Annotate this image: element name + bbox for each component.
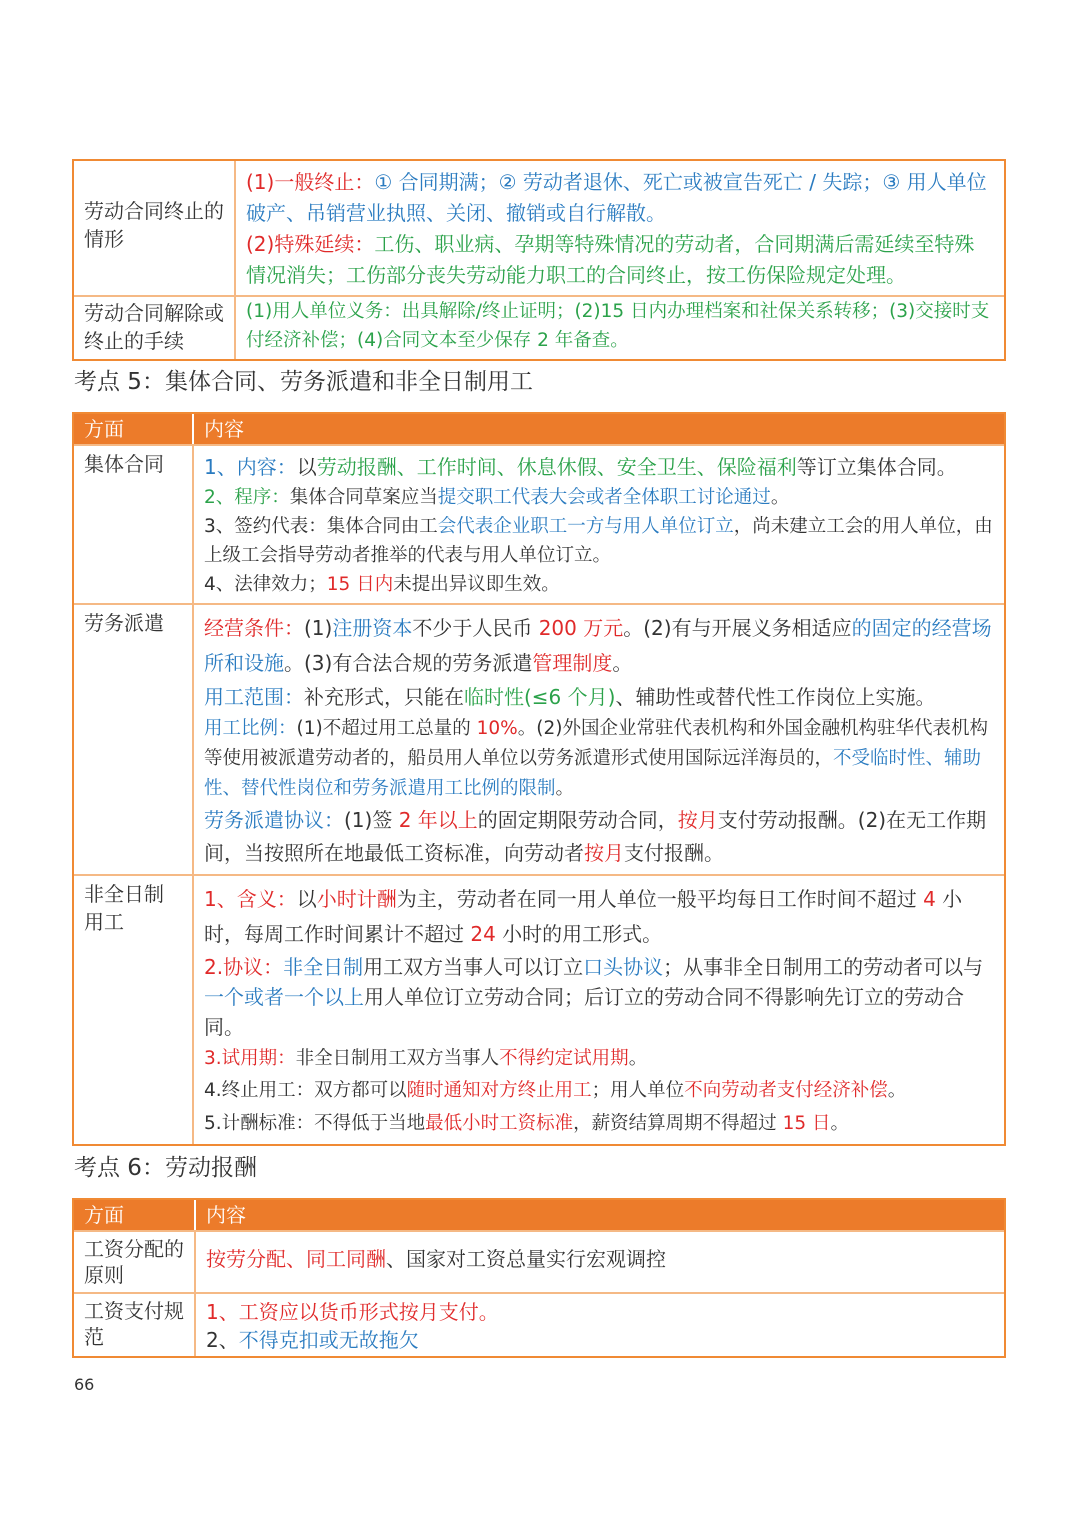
text-segment: 2 年以上 bbox=[398, 808, 478, 832]
text-segment: 管理制度 bbox=[532, 651, 613, 675]
content-cell bbox=[194, 876, 1004, 1144]
table-row bbox=[74, 1230, 1004, 1292]
text-segment: 不得约定试用期 bbox=[499, 1048, 629, 1069]
aspect-cell: 集体合同 bbox=[74, 446, 194, 603]
text-segment: 的固定的经营场所和设施 bbox=[204, 616, 992, 675]
content-cell bbox=[196, 1294, 1004, 1356]
text-segment: 。(3)有合法合规的劳务派遣 bbox=[284, 651, 533, 675]
content-cell bbox=[194, 446, 1004, 603]
text-segment: 用工双方当事人可以订立 bbox=[363, 955, 584, 979]
content-line bbox=[246, 167, 994, 229]
table-header bbox=[74, 1200, 1004, 1230]
aspect-cell: 劳动合同解除或终止的手续 bbox=[74, 297, 236, 359]
table-row bbox=[74, 295, 1004, 359]
collective-contract-table bbox=[72, 412, 1006, 1146]
text-segment: (1)不超过用工总量的 bbox=[296, 718, 477, 739]
text-segment: 、国家对工资总量实行宏观调控 bbox=[386, 1247, 666, 1271]
table-row bbox=[74, 603, 1004, 874]
text-segment: 口头协议 bbox=[583, 955, 664, 979]
text-segment: 5.计酬标准：不得低于当地 bbox=[204, 1113, 426, 1134]
text-segment: 补充形式，只能在 bbox=[304, 685, 464, 709]
text-segment: 2、程序： bbox=[204, 487, 290, 508]
aspect-cell: 工资支付规范 bbox=[74, 1294, 196, 1356]
text-segment: (2)特殊延续： bbox=[246, 232, 375, 256]
text-segment: 。(2)有与开展义务相适应 bbox=[623, 616, 852, 640]
text-segment: 1、含义： bbox=[204, 887, 297, 911]
text-segment: 的固定期限劳动合同， bbox=[477, 808, 678, 832]
header-aspect: 方面 bbox=[74, 1200, 196, 1230]
header-content: 内容 bbox=[206, 1203, 246, 1227]
section-title: 考点 6：劳动报酬 bbox=[74, 1155, 257, 1181]
text-segment: 临时性(≤6 个月) bbox=[464, 685, 616, 709]
text-segment: (1)签 bbox=[344, 808, 399, 832]
text-segment: 一个或者一个以上 bbox=[204, 985, 364, 1009]
text-segment: 提交职工代表大会或者全体职工讨论通过 bbox=[437, 487, 771, 508]
content-line bbox=[204, 1107, 994, 1140]
text-segment: (1)一般终止： bbox=[246, 170, 375, 194]
section-title: 考点 5：集体合同、劳务派遣和非全日制用工 bbox=[74, 369, 533, 395]
text-segment: 2.协议： bbox=[204, 955, 284, 979]
aspect-cell: 非全日制用工 bbox=[74, 876, 194, 1144]
text-segment: 注册资本 bbox=[332, 616, 413, 640]
content-line bbox=[246, 297, 994, 355]
text-segment: 以 bbox=[296, 455, 317, 479]
content-line bbox=[204, 483, 994, 512]
text-segment: 不少于人民币 bbox=[412, 616, 539, 640]
text-segment: 支付报酬。 bbox=[624, 841, 724, 865]
text-segment: 、辅助性或替代性工作岗位上实施。 bbox=[615, 685, 936, 709]
content-line bbox=[204, 681, 994, 714]
text-segment: 。 bbox=[555, 778, 575, 799]
content-line bbox=[204, 882, 994, 952]
text-segment: ，薪资结算周期不得超过 bbox=[573, 1113, 783, 1134]
text-segment: ；用人单位 bbox=[591, 1080, 685, 1101]
content-line bbox=[204, 804, 994, 870]
text-segment: 24 bbox=[470, 922, 496, 946]
header-content: 内容 bbox=[204, 417, 244, 441]
text-segment: 15 日 bbox=[782, 1113, 831, 1134]
table-header bbox=[74, 414, 1004, 444]
text-segment: 3.试用期： bbox=[204, 1048, 296, 1069]
text-segment: 劳务派遣协议： bbox=[204, 808, 344, 832]
content-cell bbox=[194, 605, 1004, 874]
text-segment: 非全日制 bbox=[283, 955, 364, 979]
text-segment: 非全日制用工双方当事人 bbox=[295, 1048, 500, 1069]
table-row bbox=[74, 874, 1004, 1144]
aspect-cell: 工资分配的原则 bbox=[74, 1232, 196, 1292]
content-line bbox=[204, 452, 994, 483]
text-segment: 4.终止用工：双方都可以 bbox=[204, 1080, 407, 1101]
text-segment: 2、 bbox=[206, 1328, 239, 1352]
text-segment: 用工比例： bbox=[204, 718, 297, 739]
remuneration-table bbox=[72, 1198, 1006, 1358]
text-segment: 。 bbox=[628, 1048, 648, 1069]
text-segment: 用工范围： bbox=[204, 685, 304, 709]
text-segment: 3、签约代表：集体合同由工 bbox=[204, 516, 438, 537]
content-line bbox=[204, 512, 994, 570]
table-row bbox=[74, 444, 1004, 603]
text-segment: 不得克扣或无故拖欠 bbox=[238, 1328, 419, 1352]
text-segment: 未提出异议即生效。 bbox=[393, 574, 560, 595]
text-segment: 4 bbox=[923, 887, 936, 911]
content-line bbox=[204, 1042, 994, 1075]
text-segment: 随时通知对方终止用工 bbox=[406, 1080, 592, 1101]
table-row bbox=[74, 1292, 1004, 1356]
text-segment: (1) bbox=[304, 616, 333, 640]
text-segment: 集体合同草案应当 bbox=[289, 487, 438, 508]
text-segment: ，尚未建立工会的用人单位，由上级工会指导劳动者推举的代表与用人单位订立。 bbox=[204, 516, 993, 566]
content-line bbox=[206, 1326, 994, 1354]
text-segment: ① 合同期满；② 劳动者退休、死亡或被宣告死亡 / 失踪；③ 用人单位破产、吊销营业执照、关闭、撤销或自行解散。 bbox=[246, 170, 987, 225]
text-segment: 劳动报酬、工作时间、休息休假、安全卫生、保险福利 bbox=[316, 455, 797, 479]
content-line bbox=[204, 714, 994, 804]
content-line bbox=[204, 1075, 994, 1107]
content-line bbox=[204, 611, 994, 681]
header-aspect: 方面 bbox=[74, 414, 194, 444]
text-segment: 以 bbox=[296, 887, 317, 911]
text-segment: 小时，每周工作时间累计不超过 bbox=[204, 887, 963, 946]
content-cell bbox=[196, 1232, 1004, 1292]
content-line bbox=[246, 229, 994, 291]
text-segment: 按月 bbox=[677, 808, 718, 832]
text-segment: 用人单位订立劳动合同；后订立的劳动合同不得影响先订立的劳动合同。 bbox=[204, 985, 964, 1039]
text-segment: 小时计酬 bbox=[316, 887, 397, 911]
text-segment: 。 bbox=[830, 1113, 849, 1134]
text-segment: 不受临时性、辅助性、替代性岗位和劳务派遣用工比例的限制 bbox=[204, 748, 982, 799]
text-segment: 按劳分配、同工同酬 bbox=[206, 1247, 386, 1271]
aspect-cell: 劳动合同终止的情形 bbox=[74, 161, 236, 295]
text-segment: ；从事非全日制用工的劳动者可以与 bbox=[663, 955, 984, 979]
content-line bbox=[206, 1298, 994, 1326]
text-segment: 按月 bbox=[584, 841, 624, 865]
text-segment: 4、法律效力； bbox=[204, 574, 327, 595]
text-segment: 1、工资应以货币形式按月支付。 bbox=[206, 1300, 499, 1324]
text-segment: 15 日内 bbox=[326, 574, 394, 595]
content-line bbox=[204, 952, 994, 1042]
content-cell bbox=[236, 161, 1004, 295]
content-line bbox=[204, 570, 994, 599]
content-line bbox=[206, 1244, 994, 1275]
termination-table bbox=[72, 159, 1006, 361]
text-segment: 等订立集体合同。 bbox=[796, 455, 957, 479]
text-segment: 支付劳动报酬。(2)在无工作期间，当按照所在地最低工资标准，向劳动者 bbox=[204, 808, 987, 865]
text-segment: 。 bbox=[887, 1080, 907, 1101]
text-segment: 10% bbox=[476, 718, 518, 739]
text-segment: 经营条件： bbox=[204, 616, 304, 640]
content-cell bbox=[236, 297, 1004, 359]
text-segment: 。 bbox=[770, 487, 790, 508]
text-segment: 200 万元 bbox=[538, 616, 624, 640]
text-segment: 。 bbox=[612, 651, 633, 675]
table-row bbox=[74, 161, 1004, 295]
text-segment: 最低小时工资标准 bbox=[425, 1113, 574, 1134]
text-segment: 小时的用工形式。 bbox=[495, 922, 663, 946]
text-segment: 为主，劳动者在同一用人单位一般平均每日工作时间不超过 bbox=[396, 887, 924, 911]
aspect-cell: 劳务派遣 bbox=[74, 605, 194, 874]
page-number: 66 bbox=[74, 1375, 95, 1394]
text-segment: 会代表企业职工一方与用人单位订立 bbox=[437, 516, 734, 537]
text-segment: 不向劳动者支付经济补偿 bbox=[684, 1080, 888, 1101]
text-segment: 1、内容： bbox=[204, 455, 297, 479]
text-segment: (1)用人单位义务：出具解除/终止证明；(2)15 日内办理档案和社保关系转移；(3)交接时支付经济补偿；(4)合同文本至少保存 2 年备查。 bbox=[246, 301, 990, 351]
text-segment: 。(2)外国企业常驻代表机构和外国金融机构驻华代表机构等使用被派遣劳动者的，船员用人单位以劳务派遣形式使用国际远洋海员的， bbox=[204, 718, 988, 769]
text-segment: 工伤、职业病、孕期等特殊情况的劳动者，合同期满后需延续至特殊情况消失；工伤部分丧失劳动能力职工的合同终止，按工伤保险规定处理。 bbox=[246, 232, 975, 287]
